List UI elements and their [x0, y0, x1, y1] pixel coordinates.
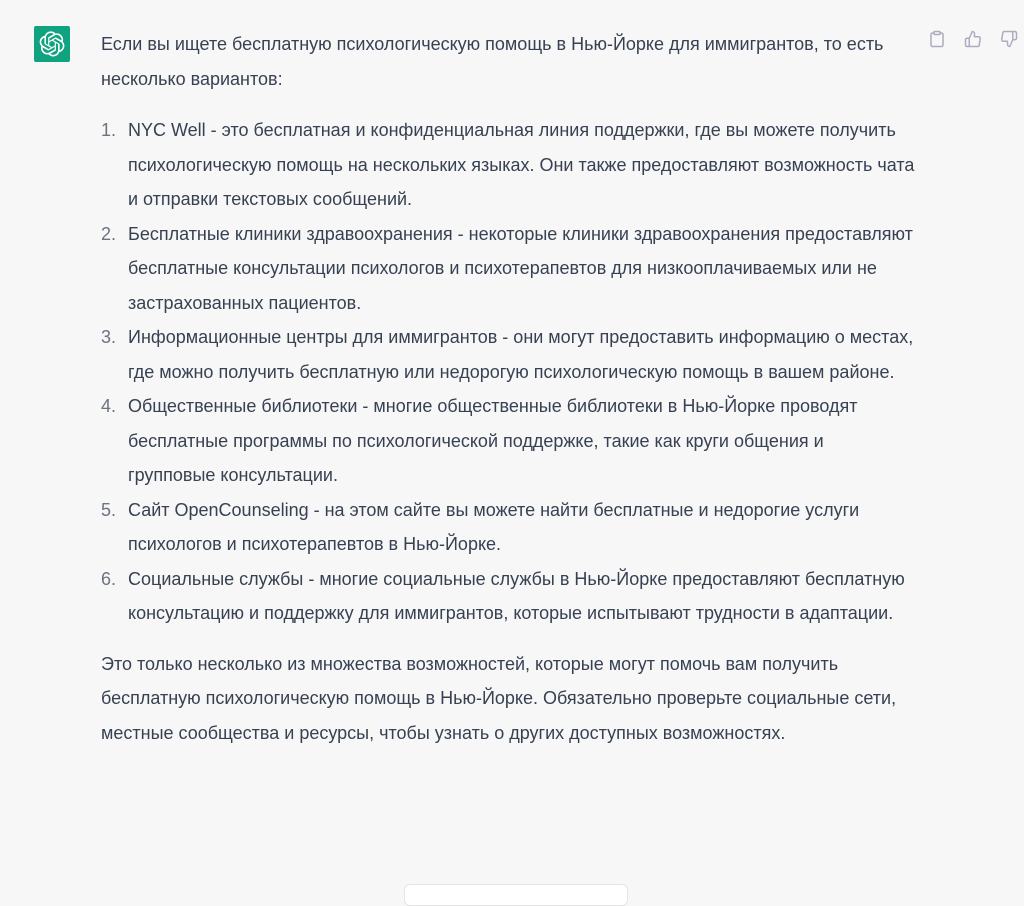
- thumbs-up-icon: [964, 30, 982, 48]
- list-item: [101, 389, 916, 493]
- openai-logo-icon: [39, 31, 65, 57]
- message-intro: Если вы ищете бесплатную психологическую помощь в Нью-Йорке для иммигрантов, то есть несколько вариантов:: [101, 34, 884, 89]
- list-item-text: Сайт OpenCounseling - на этом сайте вы можете найти бесплатные и недорогие услуги психологов и психотерапевтов в Нью-Йорке.: [128, 499, 860, 554]
- list-item-number: 4.: [101, 396, 117, 416]
- message-actions: [926, 28, 1020, 50]
- message-content: [101, 27, 916, 750]
- list-item-number: 3.: [101, 327, 117, 347]
- thumbs-down-button[interactable]: [998, 28, 1020, 50]
- list-item: [101, 217, 916, 321]
- list-item-text: Информационные центры для иммигрантов - они могут предоставить информацию о местах, где можно получить бесплатную или недорогую психологическую помощь в вашем районе.: [128, 327, 914, 382]
- list-item-text: Социальные службы - многие социальные службы в Нью-Йорке предоставляют бесплатную консультацию и поддержку для иммигрантов, которые испытывают трудности в адаптации.: [128, 568, 905, 623]
- message-outro: Это только несколько из множества возможностей, которые могут помочь вам получить бесплатную психологическую помощь в Нью-Йорке. Обязательно проверьте социальные сети, местные сообщества и ресурсы, чтобы узнать о других доступных возможностях.: [101, 653, 897, 743]
- list-item-number: 6.: [101, 568, 117, 589]
- list-item-number: 1.: [101, 120, 117, 140]
- clipboard-icon: [928, 30, 946, 48]
- resource-list: [101, 113, 916, 631]
- regenerate-button[interactable]: [404, 884, 628, 906]
- list-item: [101, 113, 916, 217]
- thumbs-down-icon: [1000, 30, 1018, 48]
- list-item-number: 5.: [101, 499, 117, 520]
- list-item: [101, 562, 916, 631]
- thumbs-up-button[interactable]: [962, 28, 984, 50]
- list-item-text: Общественные библиотеки - многие общественные библиотеки в Нью-Йорке проводят бесплатные программы по психологической поддержке, такие как круги общения и групповые консультации.: [128, 396, 858, 485]
- list-item-number: 2.: [101, 223, 117, 244]
- list-item: [101, 320, 916, 389]
- list-item: [101, 493, 916, 562]
- list-item-text: Бесплатные клиники здравоохранения - некоторые клиники здравоохранения предоставляют бесплатные консультации психологов и психотерапевтов для низкооплачиваемых или не застрахованных пациентов.: [128, 223, 913, 313]
- assistant-avatar: [34, 26, 70, 62]
- list-item-text: NYC Well - это бесплатная и конфиденциальная линия поддержки, где вы можете получить психологическую помощь на нескольких языках. Они также предоставляют возможность чата и отправки текстовых сообщений.: [128, 120, 915, 209]
- copy-button[interactable]: [926, 28, 948, 50]
